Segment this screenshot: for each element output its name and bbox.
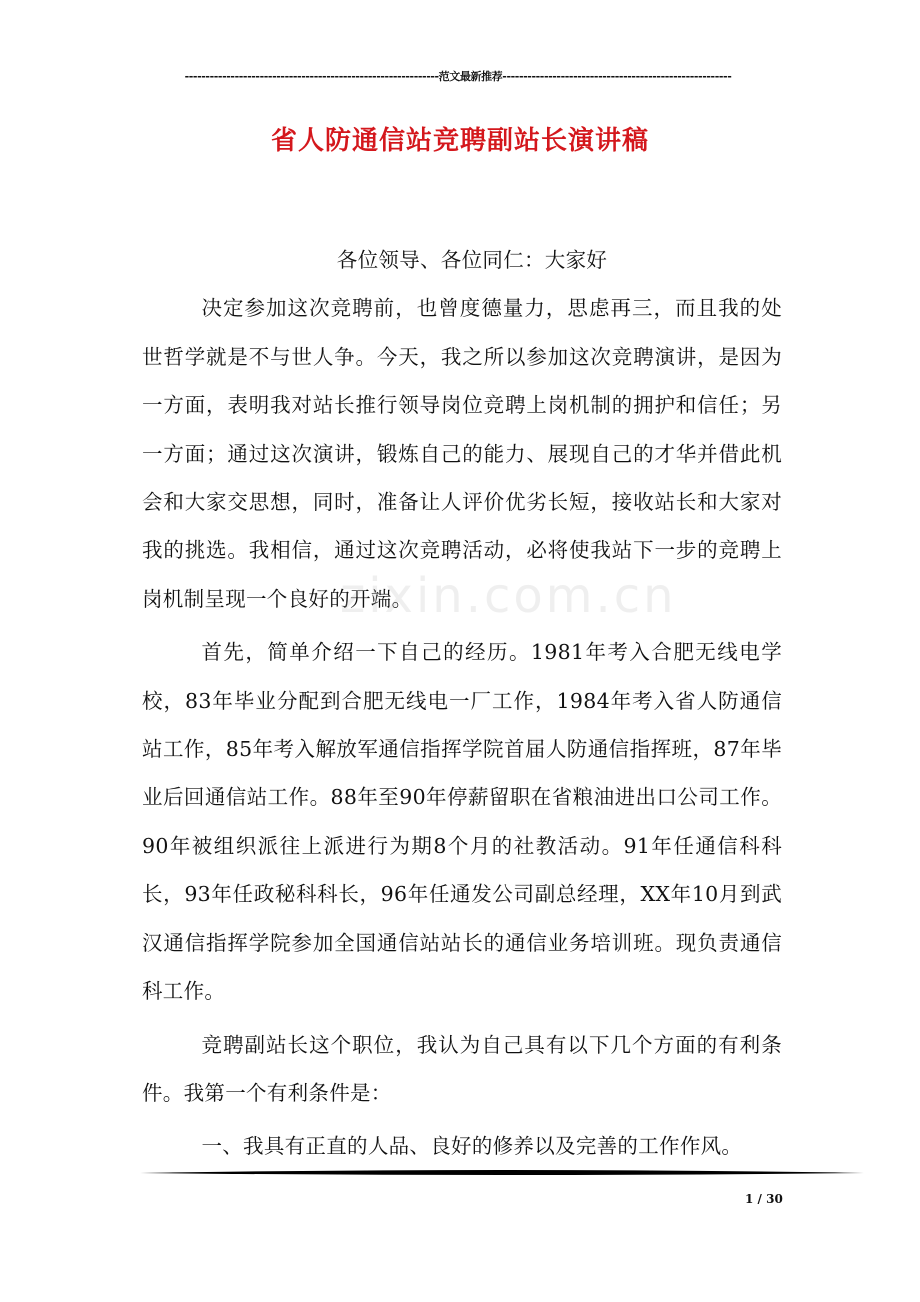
- paragraph-conditions: 竞聘副站长这个职位，我认为自己具有以下几个方面的有利条件。我第一个有利条件是：: [142, 1032, 782, 1105]
- footer-rule: [140, 1168, 864, 1178]
- document-title: 省人防通信站竞聘副站长演讲稿: [270, 126, 649, 156]
- page-number: 1 / 30: [745, 1192, 783, 1206]
- watermark: zixin.com.cn: [340, 568, 677, 624]
- paragraph-intro: 决定参加这次竞聘前，也曾度德量力，思虑再三，而且我的处世哲学就是不与世人争。今天，我之所以参加这次竞聘演讲，是因为一方面，表明我对站长推行领导岗位竞聘上岗机制的拥护和信任；另一方面；通过这次演讲，锻炼自己的能力、展现自己的才华并借此机会和大家交思想，同时，准备让人评价优劣长短，接收站长和大家对我的挑选。我相信，通过这次竞聘活动，必将使我站下一步的竞聘上岗机制呈现一个良好的开端。: [142, 296, 782, 611]
- paragraph-experience: 首先，简单介绍一下自己的经历。1981年考入合肥无线电学校，83年毕业分配到合肥无线电一厂工作，1984年考入省人防通信站工作，85年考入解放军通信指挥学院首届人防通信指挥班，87年毕业后回通信站工作。88年至90年停薪留职在省粮油进出口公司工作。90年被组织派往上派进行为期8个月的社教活动。91年任通信科科长，93年任政秘科科长，96年任通发公司副总经理，XX年10月到武汉通信指挥学院参加全国通信站站长的通信业务培训班。现负责通信科工作。: [142, 640, 782, 1004]
- document-body: [142, 236, 782, 1171]
- greeting-line: 各位领导、各位同仁：大家好: [336, 248, 608, 272]
- page-header: -------------------------------------------------------------范文最新推荐-------------------------------------------------------: [184, 70, 732, 83]
- paragraph-point-one: 一、我具有正直的人品、良好的修养以及完善的工作作风。: [201, 1134, 743, 1159]
